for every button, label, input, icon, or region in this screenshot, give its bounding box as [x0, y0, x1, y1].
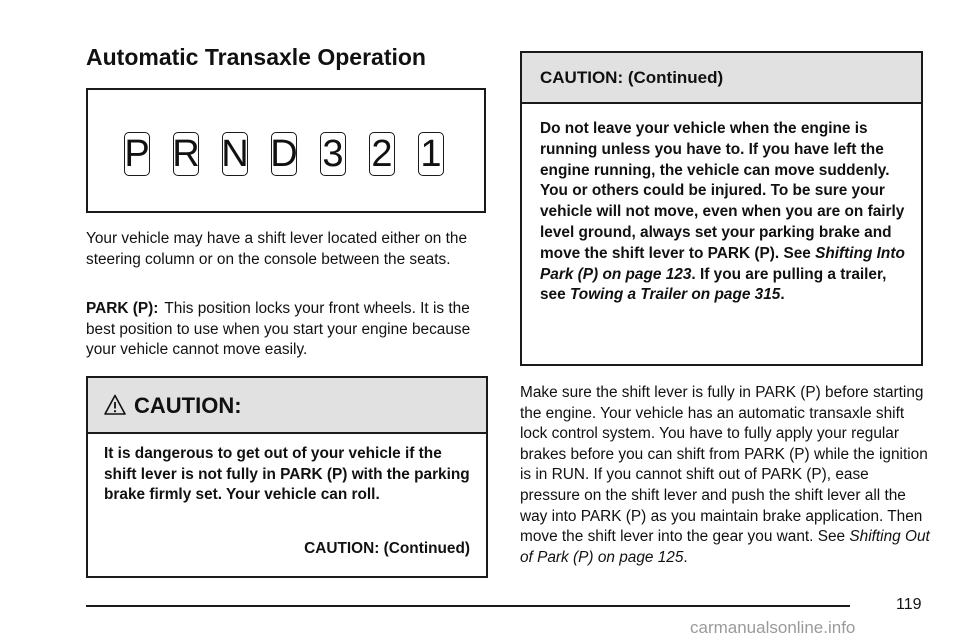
- warning-triangle-icon: [104, 394, 126, 416]
- caution-continued: CAUTION: (Continued): [304, 540, 470, 557]
- gear-1: 1: [418, 132, 444, 176]
- caution-text-a: Do not leave your vehicle when the engine is running unless you have to. If you have left the engine running, the vehicle can move suddenly. You or others could be injured. To be sure your vehicle will not move, even when you are on fairly level ground, always set your parking brake and move the shift lever to PARK (P). See: [540, 120, 905, 262]
- ref-shifting-into-park[interactable]: Shifting Into Park (P) on page 123: [540, 244, 905, 283]
- shift-lock-end: .: [683, 548, 688, 566]
- park-text: This position locks your front wheels. It is the best position to use when you start your engine because your vehicle cannot move easily.: [86, 300, 471, 359]
- caution-continued-box: [520, 51, 923, 366]
- caution-text-b: . If you are pulling a trailer, see: [540, 265, 887, 304]
- gear-n: N: [221, 133, 249, 175]
- page-title: Automatic Transaxle Operation: [86, 44, 426, 70]
- gear-d: D: [270, 133, 298, 175]
- page-number: 119: [896, 596, 922, 613]
- caution-header: [88, 378, 486, 434]
- caution-text-c: .: [780, 286, 785, 304]
- watermark: carmanualsonline.info: [690, 618, 856, 637]
- gear-p: P: [124, 133, 150, 175]
- park-paragraph: [86, 299, 486, 361]
- intro-paragraph: Your vehicle may have a shift lever located either on the steering column or on the console between the seats.: [86, 230, 468, 268]
- caution-continued-title: CAUTION: (Continued): [540, 68, 724, 87]
- gear-indicator-panel: [86, 88, 486, 213]
- gear-3: 3: [320, 132, 346, 176]
- footer-rule: [86, 605, 850, 607]
- park-label: PARK (P):: [86, 300, 159, 317]
- caution-continued-body: [540, 119, 907, 306]
- ref-towing-a-trailer[interactable]: Towing a Trailer on page 315: [569, 286, 781, 304]
- gear-2: 2: [369, 132, 395, 176]
- caution-continued-header: [522, 53, 921, 104]
- gear-r: R: [172, 133, 200, 175]
- caution-body: It is dangerous to get out of your vehicle if the shift lever is not fully in PARK (P) with the parking brake firmly set. Your vehicle can roll.: [104, 445, 470, 504]
- ref-shifting-out-of-park[interactable]: Shifting Out of Park (P) on page 125: [520, 528, 930, 566]
- shift-lock-paragraph: [520, 383, 930, 568]
- caution-title: CAUTION:: [134, 393, 242, 418]
- gear-row: [124, 132, 467, 176]
- shift-lock-text: Make sure the shift lever is fully in PARK (P) before starting the engine. Your vehicle has an automatic transaxle shift lock control system. You have to fully apply your regular brakes before you can shift from PARK (P) while the ignition is in RUN. If you cannot shift out of PARK (P), ease pressure on the shift lever and push the shift lever all the way into PARK (P) as you maintain brake application. Then move the shift lever into the gear you want. See: [520, 384, 928, 546]
- caution-box: [86, 376, 488, 578]
